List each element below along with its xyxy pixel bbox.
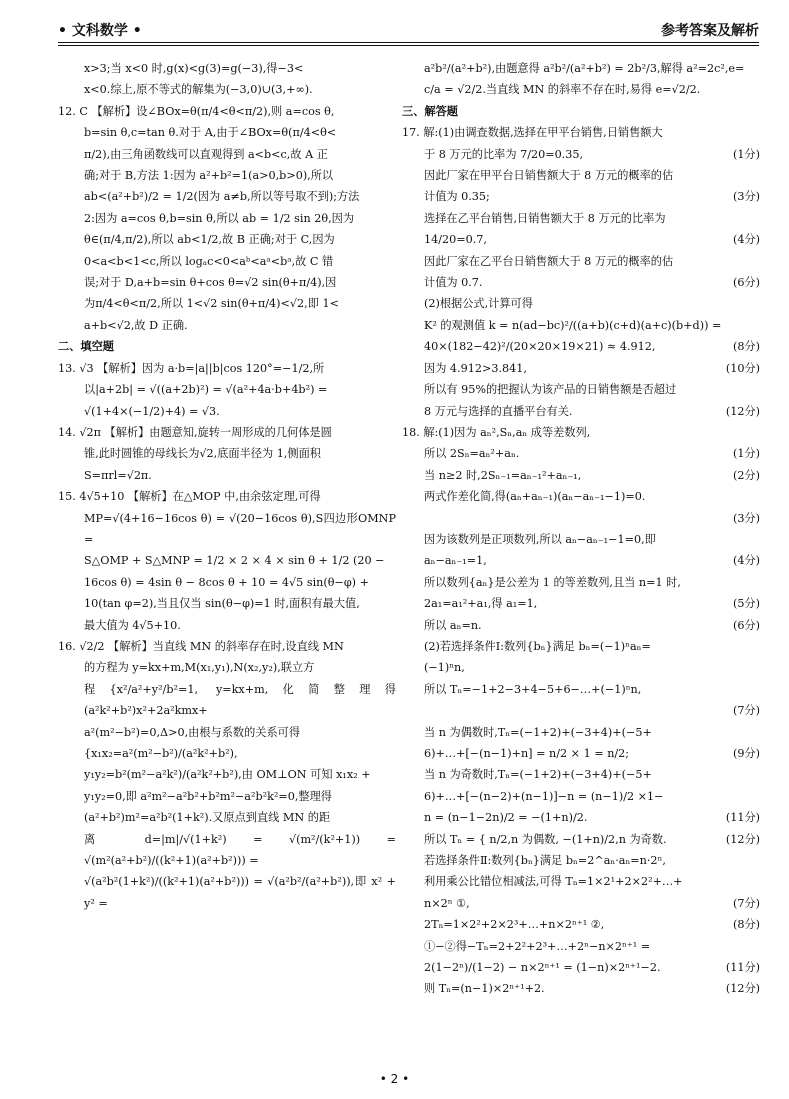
- score-label: (8分): [732, 340, 760, 354]
- right-text-line: [402, 700, 760, 721]
- right-text-line: [402, 358, 760, 379]
- left-text-line: 锥,此时圆锥的母线长为√2,底面半径为 1,侧面积: [84, 447, 321, 461]
- line-text: 三、解答题: [402, 104, 458, 118]
- left-text-line: 2:因为 a=cos θ,b=sin θ,所以 ab = 1/2 sin 2θ,因为: [84, 211, 355, 225]
- score-label: (12分): [725, 404, 760, 418]
- right-text-line: [402, 572, 760, 593]
- line-text: aₙ−aₙ₋₁=1,: [424, 554, 487, 568]
- left-text-line: b=sin θ,c=tan θ.对于 A,由于∠BOx=θ(π/4<θ<: [84, 126, 337, 140]
- right-text-line: [402, 508, 760, 529]
- line-text: 所以数列{aₙ}是公差为 1 的等差数列,且当 n=1 时,: [424, 575, 681, 589]
- line-text: 于 8 万元的比率为 7/20=0.35,: [424, 147, 584, 161]
- line-text: 8 万元与选择的直播平台有关.: [424, 404, 573, 418]
- right-text-line: [402, 978, 760, 999]
- score-label: (3分): [732, 190, 760, 204]
- line-text: K² 的观测值 k = n(ad−bc)²/((a+b)(c+d)(a+c)(b+d)) =: [424, 318, 722, 332]
- score-label: (12分): [725, 832, 760, 846]
- line-text: 所以 Tₙ = { n/2,n 为偶数, −(1+n)/2,n 为奇数.: [424, 832, 667, 846]
- line-text: 6)+…+[−(n−2)+(n−1)]−n = (n−1)/2 ×1−: [424, 789, 664, 803]
- right-text-line: [402, 893, 760, 914]
- left-text-line: 二、填空题: [58, 340, 114, 354]
- right-text-line: [402, 229, 760, 250]
- line-text: 因为该数列是正项数列,所以 aₙ−aₙ₋₁−1=0,即: [424, 532, 656, 546]
- right-text-line: [402, 186, 760, 207]
- right-text-line: [402, 679, 760, 700]
- line-text: 14/20=0.7,: [424, 233, 487, 247]
- left-text-line: a+b<√2,故 D 正确.: [84, 318, 188, 332]
- header-rule-thin: [58, 45, 759, 46]
- score-label: (8分): [732, 918, 760, 932]
- right-text-line: [402, 657, 760, 678]
- line-text: 当 n≥2 时,2Sₙ₋₁=aₙ₋₁²+aₙ₋₁,: [424, 468, 582, 482]
- left-text-line: S△OMP + S△MNP = 1/2 × 2 × 4 × sin θ + 1/2 (20 −: [84, 554, 385, 568]
- score-label: (11分): [725, 811, 760, 825]
- left-text-line: MP=√(4+16−16cos θ) = √(20−16cos θ),S四边形OMNP =: [84, 511, 396, 546]
- right-text-line: [402, 936, 760, 957]
- line-text: 则 Tₙ=(n−1)×2ⁿ⁺¹+2.: [424, 982, 545, 996]
- right-text-line: [402, 122, 760, 143]
- line-text: n×2ⁿ ①,: [424, 896, 470, 910]
- line-text: 2(1−2ⁿ)/(1−2) − n×2ⁿ⁺¹ = (1−n)×2ⁿ⁺¹−2.: [424, 961, 661, 975]
- right-text-line: [402, 529, 760, 550]
- score-label: (2分): [732, 468, 760, 482]
- left-text-line: y₁y₂=0,即 a²m²−a²b²+b²m²−a²b²k²=0,整理得: [84, 789, 332, 803]
- score-label: (4分): [732, 233, 760, 247]
- line-text: 当 n 为奇数时,Tₙ=(−1+2)+(−3+4)+(−5+: [424, 768, 652, 782]
- right-text-line: [402, 786, 760, 807]
- left-text-line: √(a²b²(1+k²)/((k²+1)(a²+b²))) = √(a²b²/(a²+b²)),即 x² + y² =: [84, 875, 396, 910]
- line-text: a²b²/(a²+b²),由题意得 a²b²/(a²+b²) = 2b²/3,解得 a²=2c²,e=: [424, 62, 745, 75]
- left-text-line: x<0.综上,原不等式的解集为(−3,0)∪(3,+∞).: [84, 83, 313, 97]
- page-header: [58, 14, 759, 42]
- right-text-line: [402, 743, 760, 764]
- page-number: • 2 •: [379, 1072, 410, 1086]
- left-column: [58, 58, 396, 914]
- right-text-line: [402, 144, 760, 165]
- score-label: (6分): [732, 618, 760, 632]
- score-label: (9分): [732, 747, 760, 760]
- line-text: 当 n 为偶数时,Tₙ=(−1+2)+(−3+4)+(−5+: [424, 725, 652, 739]
- left-text-line: 10(tan φ=2),当且仅当 sin(θ−φ)=1 时,面积有最大值,: [84, 597, 360, 611]
- right-text-line: [402, 550, 760, 571]
- score-label: (5分): [732, 597, 760, 611]
- right-text-line: [402, 850, 760, 871]
- line-text: 6)+…+[−(n−1)+n] = n/2 × 1 = n/2;: [424, 747, 630, 760]
- right-text-line: [402, 401, 760, 422]
- left-text-line: {x₁x₂=a²(m²−b²)/(a²k²+b²), y₁y₂=b²(m²−a²k²)/(a²k²+b²),由 OM⊥ON 可知 x₁x₂ +: [84, 747, 371, 782]
- right-text-line: [402, 807, 760, 828]
- right-text-line: [402, 914, 760, 935]
- left-text-line: 误;对于 D,a+b=sin θ+cos θ=√2 sin(θ+π/4),因: [84, 276, 337, 290]
- right-text-line: [402, 486, 760, 507]
- line-text: 计值为 0.7.: [424, 276, 483, 290]
- right-text-line: [402, 379, 760, 400]
- left-text-line: 16cos θ) = 4sin θ − 8cos θ + 10 = 4√5 sin(θ−φ) +: [84, 575, 369, 589]
- line-text: 所以 aₙ=n.: [424, 618, 482, 632]
- line-text: [402, 508, 424, 529]
- line-text: 17. 解:(1)由调查数据,选择在甲平台销售,日销售额大: [402, 126, 663, 140]
- left-text-line: 14. √2π 【解析】由题意知,旋转一周形成的几何体是圆: [58, 425, 332, 439]
- line-text: 所以有 95%的把握认为该产品的日销售额是否超过: [424, 383, 677, 397]
- line-text: 所以 2Sₙ=aₙ²+aₙ.: [424, 447, 520, 461]
- right-text-line: [402, 272, 760, 293]
- left-text-line: ab<(a²+b²)/2 = 1/2(因为 a≠b,所以等号取不到);方法: [84, 190, 360, 204]
- line-text: 2a₁=a₁²+a₁,得 a₁=1,: [424, 597, 538, 611]
- left-text-line: 的方程为 y=kx+m,M(x₁,y₁),N(x₂,y₂),联立方: [84, 661, 315, 675]
- right-text-line: [402, 336, 760, 357]
- left-text-line: 程{x²/a²+y²/b²=1, y=kx+m,化简整理得(a²k²+b²)x²+2a²kmx+: [84, 682, 396, 718]
- left-text-line: a²(m²−b²)=0,Δ>0,由根与系数的关系可得: [84, 725, 301, 739]
- left-text-line: (a²+b²)m²=a²b²(1+k²).又原点到直线 MN 的距: [84, 811, 331, 825]
- right-text-line: [402, 465, 760, 486]
- right-text-line: [402, 251, 760, 272]
- line-text: 选择在乙平台销售,日销售额大于 8 万元的比率为: [424, 211, 666, 225]
- score-label: (12分): [725, 982, 760, 996]
- line-text: 利用乘公比错位相减法,可得 Tₙ=1×2¹+2×2²+…+: [424, 875, 683, 889]
- left-text-line: 为π/4<θ<π/2,所以 1<√2 sin(θ+π/4)<√2,即 1<: [84, 297, 339, 311]
- left-text-line: S=πrl=√2π.: [84, 468, 152, 482]
- line-text: ①−②得−Tₙ=2+2²+2³+…+2ⁿ−n×2ⁿ⁺¹ =: [424, 939, 651, 953]
- score-label: (7分): [732, 896, 760, 910]
- score-label: (3分): [732, 511, 760, 525]
- score-label: (11分): [725, 961, 760, 975]
- line-text: 40×(182−42)²/(20×20×19×21) ≈ 4.912,: [424, 340, 656, 354]
- score-label: (7分): [732, 704, 760, 718]
- left-text-line: 15. 4√5+10 【解析】在△MOP 中,由余弦定理,可得: [58, 490, 321, 504]
- right-text-line: [402, 101, 760, 122]
- header-title: 参考答案及解析: [661, 23, 759, 39]
- line-text: (−1)ⁿn,: [424, 661, 465, 675]
- right-text-line: [402, 764, 760, 785]
- right-text-line: [402, 422, 760, 443]
- left-text-line: 确;对于 B,方法 1:因为 a²+b²=1(a>0,b>0),所以: [84, 169, 334, 183]
- line-text: 因此厂家在甲平台日销售额大于 8 万元的概率的估: [424, 169, 674, 183]
- score-label: (1分): [732, 447, 760, 461]
- right-text-line: [402, 615, 760, 636]
- line-text: (2)若选择条件Ⅰ:数列{bₙ}满足 bₙ=(−1)ⁿaₙ=: [424, 639, 651, 653]
- right-text-line: [402, 208, 760, 229]
- right-text-line: [402, 593, 760, 614]
- right-text-line: [402, 293, 760, 314]
- line-text: c/a = √2/2.当直线 MN 的斜率不存在时,易得 e=√2/2.: [424, 83, 701, 97]
- left-text-line: 0<a<b<1<c,所以 logₐc<0<aᵇ<aᵃ<bᵃ,故 C 错: [84, 254, 334, 268]
- line-text: n = (n−1−2n)/2 = −(1+n)/2.: [424, 811, 588, 825]
- score-label: (4分): [732, 554, 760, 568]
- left-text-line: 13. √3 【解析】因为 a·b=|a||b|cos 120°=−1/2,所: [58, 361, 325, 375]
- score-label: (1分): [732, 147, 760, 161]
- right-text-line: [402, 871, 760, 892]
- line-text: 两式作差化简,得(aₙ+aₙ₋₁)(aₙ−aₙ₋₁−1)=0.: [424, 490, 646, 504]
- left-text-line: π/2),由三角函数线可以直观得到 a<b<c,故 A 正: [84, 147, 328, 161]
- left-text-line: 12. C 【解析】设∠BOx=θ(π/4<θ<π/2),则 a=cos θ,: [58, 104, 335, 118]
- line-text: 所以 Tₙ=−1+2−3+4−5+6−…+(−1)ⁿn,: [424, 682, 642, 696]
- line-text: 若选择条件Ⅱ:数列{bₙ}满足 bₙ=2^aₙ·aₙ=n·2ⁿ,: [424, 854, 666, 868]
- right-text-line: [402, 315, 760, 336]
- line-text: 因为 4.912>3.841,: [424, 361, 527, 375]
- line-text: 18. 解:(1)因为 aₙ²,Sₙ,aₙ 成等差数列,: [402, 425, 591, 439]
- score-label: (10分): [725, 361, 760, 375]
- line-text: 因此厂家在乙平台日销售额大于 8 万元的概率的估: [424, 254, 674, 268]
- line-text: 2Tₙ=1×2²+2×2³+…+n×2ⁿ⁺¹ ②,: [424, 918, 605, 932]
- left-text-line: x>3;当 x<0 时,g(x)<g(3)=g(−3),得−3<: [84, 62, 304, 75]
- left-text-line: √(1+4×(−1/2)+4) = √3.: [84, 404, 220, 418]
- line-text: [402, 700, 424, 721]
- line-text: 计值为 0.35;: [424, 190, 490, 204]
- right-text-line: [402, 79, 760, 100]
- right-column: [402, 58, 760, 1000]
- right-text-line: [402, 829, 760, 850]
- header-subject: • 文科数学 •: [58, 23, 142, 39]
- right-text-line: [402, 636, 760, 657]
- right-text-line: [402, 165, 760, 186]
- right-text-line: [402, 58, 760, 79]
- left-text-line: θ∈(π/4,π/2),所以 ab<1/2,故 B 正确;对于 C,因为: [84, 233, 335, 247]
- score-label: (6分): [732, 276, 760, 290]
- line-text: (2)根据公式,计算可得: [424, 297, 533, 311]
- left-text-line: 16. √2/2 【解析】当直线 MN 的斜率存在时,设直线 MN: [58, 639, 344, 653]
- left-text-line: 最大值为 4√5+10.: [84, 618, 181, 632]
- right-text-line: [402, 443, 760, 464]
- right-text-line: [402, 722, 760, 743]
- left-text-line: 以|a+2b| = √((a+2b)²) = √(a²+4a·b+4b²) =: [84, 383, 328, 397]
- header-rule: [58, 42, 759, 43]
- left-text-line: 离 d=|m|/√(1+k²) = √(m²/(k²+1)) = √(m²(a²+b²)/((k²+1)(a²+b²))) =: [84, 832, 396, 868]
- right-text-line: [402, 957, 760, 978]
